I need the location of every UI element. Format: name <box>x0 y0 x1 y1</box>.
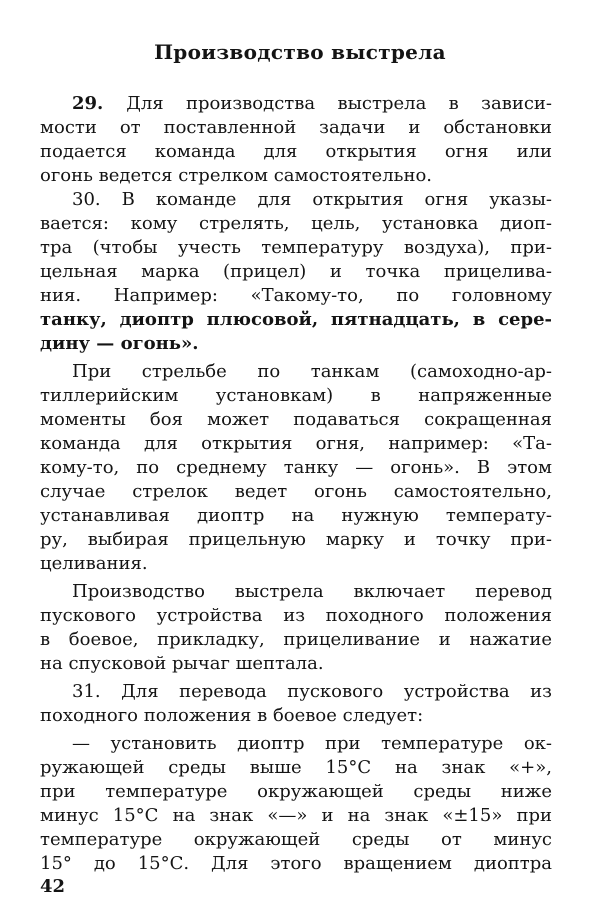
text-line: — установить диоптр при температуре ок- <box>72 733 552 754</box>
text-line: случае стрелок ведет огонь самостоятельно, <box>40 481 552 502</box>
text-line: при температуре окружающей среды ниже <box>40 781 552 802</box>
text-line <box>40 92 552 116</box>
text-line: устанавливая диоптр на нужную температу- <box>40 505 552 526</box>
text-line: тиллерийским установкам) в напряженные <box>40 385 552 406</box>
text-line: цельная марка (прицел) и точка прицелива- <box>40 261 552 282</box>
text-line: пускового устройства из походного положения <box>40 605 552 626</box>
text-line: кому-то, по среднему танку — огонь». В этом <box>40 457 552 478</box>
text-line: При стрельбе по танкам (самоходно-ар- <box>72 361 552 382</box>
text-line: дину — огонь». <box>40 333 199 354</box>
text-line: команда для открытия огня, например: «Та- <box>40 433 552 454</box>
section-title: Производство выстрела <box>154 40 446 64</box>
text-line: мости от поставленной задачи и обстановки <box>40 117 552 138</box>
text-line: вается: кому стрелять, цель, установка диоп- <box>40 213 552 234</box>
text-line: минус 15°С на знак «—» и на знак «±15» при <box>40 805 552 826</box>
text-line: огонь ведется стрелком самостоятельно. <box>40 165 433 186</box>
text-line: целивания. <box>40 553 148 574</box>
text-line: ния. Например: «Такому-то, по головному <box>40 285 552 306</box>
text-line: в боевое, прикладку, прицеливание и нажатие <box>40 629 552 650</box>
paragraph-number: 29. <box>72 93 127 114</box>
page-number: 42 <box>40 876 66 897</box>
text-line: Производство выстрела включает перевод <box>72 581 552 602</box>
text-line: 31. Для перевода пускового устройства из <box>72 681 552 702</box>
text-line: танку, диоптр плюсовой, пятнадцать, в сере- <box>40 309 552 330</box>
text-line: температуре окружающей среды от минус <box>40 829 552 850</box>
paragraph-text: Для производства выстрела в зависи- <box>126 93 552 114</box>
text-line: подается команда для открытия огня или <box>40 141 552 162</box>
text-line: ружающей среды выше 15°С на знак «+», <box>40 757 552 778</box>
text-line: 30. В команде для открытия огня указы- <box>72 189 552 210</box>
text-line: тра (чтобы учесть температуру воздуха), при- <box>40 237 552 258</box>
text-line: 15° до 15°С. Для этого вращением диоптра <box>40 853 552 874</box>
text-line: походного положения в боевое следует: <box>40 705 424 726</box>
text-line: моменты боя может подаваться сокращенная <box>40 409 552 430</box>
text-line: на спусковой рычаг шептала. <box>40 653 324 674</box>
text-line: ру, выбирая прицельную марку и точку при- <box>40 529 552 550</box>
